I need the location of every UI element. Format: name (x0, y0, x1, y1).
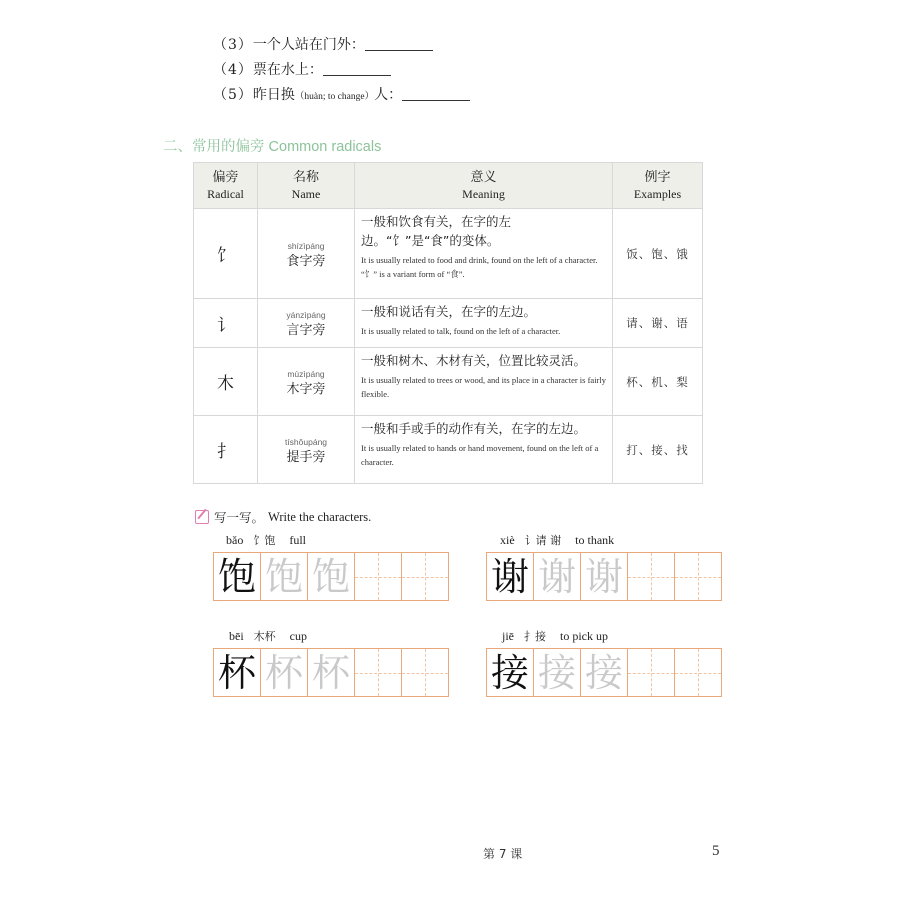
name-cell (258, 348, 355, 416)
label-english: cup (289, 629, 307, 643)
name-chinese: 言字旁 (286, 323, 326, 338)
radical-cell: 饣 (194, 209, 258, 299)
radical-cell: 木 (194, 348, 258, 416)
exercise-text: 昨日换 (252, 87, 295, 103)
name-chinese: 提手旁 (286, 449, 326, 465)
name-cell (258, 299, 355, 348)
table-header-row (194, 163, 703, 209)
trace-character: 接 (537, 650, 576, 695)
examples-cell: 饭、饱、饿 (613, 209, 703, 299)
exercise-3 (213, 36, 433, 54)
trace-cell[interactable] (533, 648, 581, 697)
header-cn: 名称 (292, 169, 319, 185)
exercise-4 (213, 61, 391, 79)
pencil-icon (195, 510, 209, 524)
meaning-cell (355, 348, 613, 416)
model-cell (213, 648, 261, 697)
writing-title-en: Write the characters. (268, 509, 372, 524)
practice-cell[interactable] (401, 552, 449, 601)
exercise-text: 票在水上： (252, 62, 323, 78)
practice-cell[interactable] (401, 648, 449, 697)
radical-cell: 扌 (194, 416, 258, 484)
header-en: Examples (633, 186, 682, 201)
answer-blank[interactable] (402, 89, 470, 101)
trace-character: 饱 (311, 554, 350, 599)
label-components: 饣饱 (253, 534, 276, 547)
trace-cell[interactable] (580, 648, 628, 697)
trace-character: 接 (584, 650, 623, 695)
label-components: 木杯 (253, 630, 276, 643)
lesson-label: 第 7 课 (483, 847, 523, 861)
trace-cell[interactable] (533, 552, 581, 601)
writing-title-cn: 写一写。 (214, 510, 265, 525)
trace-character: 杯 (264, 650, 303, 695)
trace-character: 谢 (584, 554, 623, 599)
label-english: full (289, 533, 306, 547)
radical-cell: 讠 (194, 299, 258, 348)
meaning-english: It is usually related to trees or wood, and its place in a character is fairly flexible. (361, 375, 606, 399)
trace-character: 饱 (264, 554, 303, 599)
table-row (194, 209, 703, 299)
header-cn: 偏旁 (212, 169, 239, 185)
writing-label (500, 532, 614, 548)
meaning-cell (355, 416, 613, 484)
meaning-chinese: 一般和说话有关，在字的左边。 (361, 304, 537, 319)
practice-cell[interactable] (627, 648, 675, 697)
writing-label (502, 628, 608, 644)
header-name (258, 163, 355, 209)
writing-label (229, 628, 307, 644)
section-title: 二、常用的偏旁 Common radicals (163, 139, 382, 155)
header-en: Name (291, 186, 321, 201)
header-cn: 意义 (470, 169, 497, 185)
name-pinyin: yánzìpáng (286, 310, 326, 320)
name-pinyin: shízìpáng (287, 240, 325, 251)
writing-heading (195, 508, 371, 526)
header-cn: 例字 (644, 169, 671, 185)
exercise-5 (213, 86, 470, 106)
meaning-english: It is usually related to hands or hand movement, found on the left of a character. (361, 443, 599, 467)
label-components: 讠请 谢 (524, 534, 562, 547)
meaning-english: It is usually related to food and drink, found on the left of a character. “饣” is a variant form of “食”. (361, 255, 598, 279)
trace-cell[interactable] (260, 552, 308, 601)
name-pinyin: mùzìpáng (287, 368, 325, 379)
exercise-number: （3） (213, 37, 253, 53)
header-en: Radical (207, 186, 244, 201)
model-character: 接 (490, 650, 529, 695)
radicals-table (193, 162, 703, 484)
exercise-number: （5） (213, 87, 253, 103)
header-radical (194, 163, 258, 209)
trace-character: 谢 (537, 554, 576, 599)
practice-cell[interactable] (674, 552, 722, 601)
practice-grid (213, 552, 449, 601)
label-english: to thank (575, 533, 615, 547)
label-pinyin: jiē (502, 629, 514, 643)
practice-cell[interactable] (354, 552, 402, 601)
meaning-chinese: 一般和树木、木材有关，位置比较灵活。 (361, 353, 587, 368)
practice-cell[interactable] (674, 648, 722, 697)
trace-cell[interactable] (260, 648, 308, 697)
model-character: 杯 (217, 650, 256, 695)
label-pinyin: bǎo (226, 533, 244, 547)
header-meaning (355, 163, 613, 209)
model-cell (486, 648, 534, 697)
practice-cell[interactable] (627, 552, 675, 601)
exercise-number: （4） (213, 62, 253, 78)
writing-label (226, 532, 306, 548)
label-english: to pick up (560, 629, 608, 643)
table-row (194, 299, 703, 348)
trace-cell[interactable] (580, 552, 628, 601)
table-row (194, 348, 703, 416)
practice-grid (213, 648, 449, 697)
model-character: 饱 (217, 554, 256, 599)
page-number: 5 (712, 843, 720, 859)
practice-grid (486, 552, 722, 601)
trace-cell[interactable] (307, 552, 355, 601)
label-pinyin: bēi (229, 629, 244, 643)
meaning-cell (355, 209, 613, 299)
model-cell (213, 552, 261, 601)
examples-cell: 打、接、找 (613, 416, 703, 484)
model-character: 谢 (490, 554, 529, 599)
answer-blank[interactable] (365, 39, 433, 51)
exercise-text: 一个人站在门外： (252, 37, 365, 53)
header-examples (613, 163, 703, 209)
exercise-text-after: 人： (374, 87, 403, 103)
trace-character: 杯 (311, 650, 350, 695)
examples-cell: 杯、机、梨 (613, 348, 703, 416)
table-row (194, 416, 703, 484)
practice-grid (486, 648, 722, 697)
label-components: 扌接 (524, 630, 546, 643)
answer-blank[interactable] (323, 64, 391, 76)
meaning-english: It is usually related to talk, found on the left of a character. (361, 326, 561, 336)
meaning-cell (355, 299, 613, 348)
practice-cell[interactable] (354, 648, 402, 697)
trace-cell[interactable] (307, 648, 355, 697)
label-pinyin: xiè (500, 533, 515, 547)
name-cell (258, 209, 355, 299)
name-pinyin: tíshǒupáng (284, 436, 328, 447)
model-cell (486, 552, 534, 601)
header-en: Meaning (462, 186, 505, 201)
name-chinese: 食字旁 (286, 253, 326, 269)
examples-cell: 请、谢、语 (613, 299, 703, 348)
exercise-gloss: （huàn; to change） (294, 92, 375, 102)
name-cell (258, 416, 355, 484)
name-chinese: 木字旁 (286, 381, 326, 397)
meaning-chinese: 一般和手或手的动作有关，在字的左边。 (361, 421, 587, 436)
meaning-chinese: 一般和饮食有关，在字的左边。“饣”是“食”的变体。 (361, 214, 512, 248)
